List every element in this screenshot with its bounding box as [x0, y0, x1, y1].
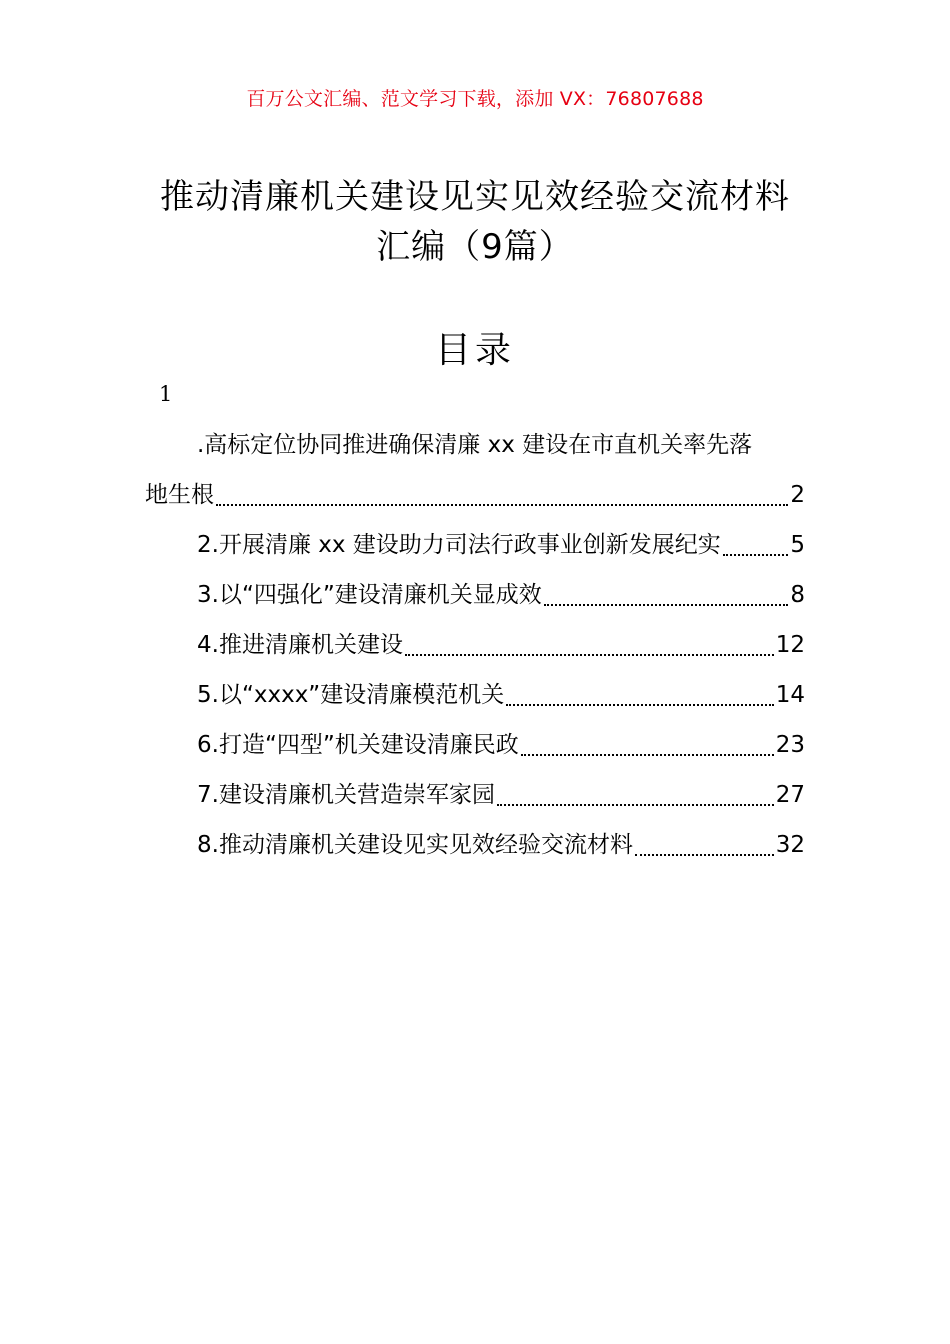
toc-page-number: 8: [790, 582, 805, 608]
toc-page-number: 12: [775, 632, 805, 658]
title-line-1: 推动清廉机关建设见实见效经验交流材料: [160, 177, 790, 217]
toc-entry-2[interactable]: [145, 520, 805, 570]
dot-leader: [544, 604, 789, 606]
dot-leader: [521, 754, 774, 756]
stray-number: 1: [159, 382, 173, 406]
toc-entry-text: 8.推动清廉机关建设见实见效经验交流材料: [197, 832, 633, 858]
dot-leader: [405, 654, 774, 656]
toc-entry-text: 3.以“四强化”建设清廉机关显成效: [197, 582, 542, 608]
toc-heading: 目录: [434, 330, 515, 371]
toc-entry-text: 7.建设清廉机关营造崇军家园: [197, 782, 495, 808]
toc-entry-text: 4.推进清廉机关建设: [197, 632, 403, 658]
dot-leader: [497, 804, 774, 806]
watermark-header: 百万公文汇编、范文学习下载，添加 VX：76807688: [246, 88, 704, 110]
toc-entry-5[interactable]: [145, 670, 805, 720]
dot-leader: [216, 504, 788, 506]
toc-entry-text: 2.开展清廉 xx 建设助力司法行政事业创新发展纪实: [197, 532, 721, 558]
toc-entry-7[interactable]: [145, 770, 805, 820]
dot-leader: [635, 854, 774, 856]
toc-entry-text: 6.打造“四型”机关建设清廉民政: [197, 732, 519, 758]
toc-entry-3[interactable]: [145, 570, 805, 620]
toc-entry-4[interactable]: [145, 620, 805, 670]
toc-page-number: 14: [775, 682, 805, 708]
toc-page-number: 23: [775, 732, 805, 758]
toc-page-number: 32: [775, 832, 805, 858]
toc-entry-8[interactable]: [145, 820, 805, 870]
toc-page-number: 5: [790, 532, 805, 558]
toc-entry-text: 5.以“xxxx”建设清廉模范机关: [197, 682, 505, 708]
toc-entry-1-line-2[interactable]: [145, 470, 805, 520]
title-line-2: 汇编（9篇）: [376, 227, 574, 267]
toc-page-number: 2: [790, 482, 805, 508]
dot-leader: [506, 704, 773, 706]
dot-leader: [723, 554, 789, 556]
document-title: [140, 172, 810, 272]
table-of-contents: [145, 420, 805, 870]
toc-entry-text: 地生根: [145, 482, 214, 508]
toc-page-number: 27: [775, 782, 805, 808]
toc-entry-6[interactable]: [145, 720, 805, 770]
toc-entry-1-line-1[interactable]: .高标定位协同推进确保清廉 xx 建设在市直机关率先落: [197, 432, 753, 458]
